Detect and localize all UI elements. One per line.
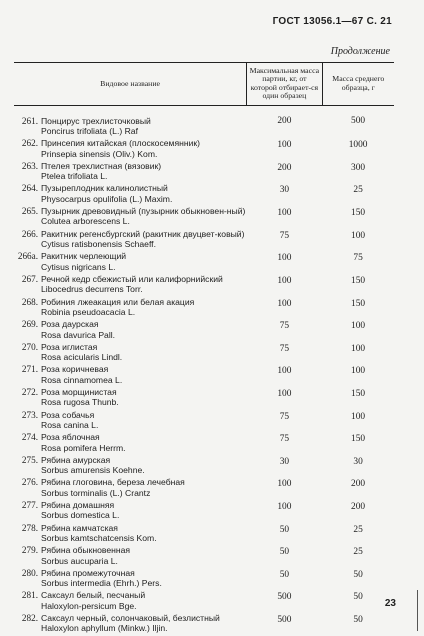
species-latin-name: Poncirus trifoliata (L.) Raf: [41, 126, 138, 137]
species-russian-line: [14, 342, 247, 352]
item-number: 277.: [21, 499, 38, 510]
species-latin-name: Ptelea trifoliata L.: [41, 171, 108, 182]
species-latin-name: Prinsepia sinensis (Oliv.) Kom.: [41, 148, 158, 159]
item-number: 273.: [21, 409, 38, 420]
table-row: [14, 229, 394, 252]
species-russian-name: Речной кедр сбежистый или калифорнийский: [41, 273, 223, 284]
species-russian-line: [14, 364, 247, 374]
table-row: [14, 568, 394, 591]
species-latin-name: Rosa rugosa Thunb.: [41, 397, 119, 408]
species-russian-name: Роза собачья: [41, 409, 95, 420]
species-russian-name: Ракитник черлеющий: [41, 251, 127, 262]
page-number: 23: [384, 598, 396, 609]
species-cell: [14, 477, 247, 500]
table-row: [14, 500, 394, 523]
species-russian-line: [14, 477, 247, 487]
table-row: [14, 523, 394, 546]
species-cell: [14, 432, 247, 455]
item-number: 271.: [21, 364, 38, 375]
species-russian-line: [14, 138, 247, 148]
species-latin-name: Haloxylon-persicum Bge.: [41, 600, 137, 611]
sample-mass: 100: [351, 230, 366, 241]
sample-mass: 300: [351, 162, 366, 173]
species-russian-line: [14, 568, 247, 578]
table-row: [14, 297, 394, 320]
species-cell: [14, 364, 247, 387]
species-russian-name: Пузырник древовидный (пузырник обыкновен-ный): [41, 206, 246, 217]
table-row: [14, 183, 394, 206]
max-batch-mass: 100: [277, 388, 292, 399]
species-latin-name: Cytisus nigricans L.: [41, 261, 116, 272]
species-russian-name: Роза иглистая: [41, 341, 98, 352]
species-cell: [14, 138, 247, 161]
max-batch-mass: 100: [277, 253, 292, 264]
table-row: [14, 161, 394, 184]
table-row: [14, 613, 394, 636]
item-number: 262.: [21, 138, 38, 149]
table-row: [14, 387, 394, 410]
item-number: 261.: [21, 115, 38, 126]
species-latin-name: Rosa canina L.: [41, 419, 99, 430]
table-row: [14, 342, 394, 365]
species-latin-name: Sorbus torminalis (L.) Crantz: [41, 487, 151, 498]
species-cell: [14, 523, 247, 546]
max-batch-mass: 500: [277, 615, 292, 626]
sample-mass: 50: [353, 592, 363, 603]
max-batch-mass: 75: [279, 434, 290, 445]
species-russian-line: [14, 613, 247, 623]
species-russian-line: [14, 545, 247, 555]
sample-mass: 150: [351, 275, 366, 286]
item-number: 282.: [21, 613, 38, 624]
species-latin-name: Rosa pomifera Herrm.: [41, 442, 126, 453]
sample-mass: 75: [353, 253, 363, 264]
max-batch-mass: 50: [279, 569, 290, 580]
item-number: 268.: [21, 296, 38, 307]
max-batch-mass: 100: [277, 366, 292, 377]
species-cell: [14, 183, 247, 206]
species-russian-name: Роза яблочная: [41, 432, 100, 443]
table-header-row: [14, 63, 394, 106]
item-number: 274.: [21, 432, 38, 443]
species-russian-line: [14, 161, 247, 171]
species-russian-line: [14, 297, 247, 307]
col-max-batch-header: Максимальная масса партии, кг, от которой отбирает-ся один образец: [247, 63, 322, 106]
species-russian-name: Саксаул белый, песчаный: [41, 590, 146, 601]
species-russian-line: [14, 455, 247, 465]
species-russian-line: [14, 229, 247, 239]
max-batch-mass: 100: [277, 208, 292, 219]
species-russian-name: Рябина камчатская: [41, 522, 118, 533]
table-row: [14, 138, 394, 161]
sample-mass: 150: [351, 434, 366, 445]
species-russian-name: Рябина обыкновенная: [41, 545, 131, 556]
species-russian-name: Саксаул черный, солончаковый, безлистный: [41, 613, 220, 624]
species-russian-line: [14, 183, 247, 193]
sample-mass: 100: [351, 321, 366, 332]
sample-mass: 100: [351, 411, 366, 422]
species-russian-line: [14, 116, 247, 126]
table-row: [14, 477, 394, 500]
table-row: [14, 319, 394, 342]
sample-mass: 1000: [348, 140, 368, 151]
species-russian-line: [14, 274, 247, 284]
col-species-header: Видовое название: [14, 63, 247, 106]
species-cell: [14, 206, 247, 229]
table-row: [14, 590, 394, 613]
table-row: [14, 274, 394, 297]
continuation-label: Продолжение: [330, 46, 390, 57]
species-russian-name: Понцирус трехлисточковый: [41, 115, 151, 126]
species-latin-name: Sorbus kamtschatcensis Kom.: [41, 533, 157, 543]
species-russian-line: [14, 319, 247, 329]
species-russian-line: [14, 432, 247, 442]
max-batch-mass: 200: [277, 162, 292, 173]
species-russian-name: Рябина амурская: [41, 454, 111, 465]
species-cell: [14, 545, 247, 568]
table-row: [14, 251, 394, 274]
table-body: [14, 105, 394, 636]
max-batch-mass: 30: [279, 456, 290, 467]
species-cell: [14, 319, 247, 342]
species-russian-name: Роза даурская: [41, 319, 99, 330]
species-cell: [14, 387, 247, 410]
table-row: [14, 105, 394, 138]
max-batch-mass: 500: [277, 592, 292, 603]
species-latin-name: Sorbus aucuparia L.: [41, 555, 118, 566]
species-russian-line: [14, 251, 247, 261]
species-russian-name: Пузыреплодник калинолистный: [41, 183, 168, 194]
max-batch-mass: 100: [277, 501, 292, 512]
species-cell: [14, 590, 247, 613]
sample-mass: 50: [353, 615, 363, 626]
species-russian-name: Рябина промежуточная: [41, 567, 135, 578]
species-cell: [14, 410, 247, 433]
item-number: 278.: [21, 522, 38, 533]
item-number: 269.: [21, 319, 38, 330]
sample-mass: 200: [351, 501, 366, 512]
item-number: 280.: [21, 567, 38, 578]
item-number: 281.: [21, 590, 38, 601]
species-latin-name: Rosa davurica Pall.: [41, 329, 116, 340]
species-latin-name: Haloxylon aphyllum (Minkw.) Iljin.: [41, 623, 168, 634]
max-batch-mass: 100: [277, 298, 292, 309]
species-cell: [14, 568, 247, 591]
sample-mass: 150: [351, 388, 366, 399]
sample-mass: 150: [351, 208, 366, 219]
species-cell: [14, 105, 247, 138]
max-batch-mass: 75: [279, 343, 290, 354]
table-row: [14, 432, 394, 455]
species-russian-line: [14, 500, 247, 510]
species-russian-line: [14, 590, 247, 600]
sample-mass: 25: [353, 185, 363, 196]
species-latin-name: Cytisus ratisbonensis Schaeff.: [41, 239, 156, 250]
max-batch-mass: 75: [279, 230, 290, 241]
species-latin-name: Physocarpus opulifolia (L.) Maxim.: [41, 193, 173, 204]
max-batch-mass: 100: [277, 275, 292, 286]
species-russian-line: [14, 410, 247, 420]
species-russian-line: [14, 206, 247, 216]
species-russian-name: Птелея трехлистная (вязовик): [41, 160, 162, 171]
max-batch-mass: 200: [277, 115, 292, 126]
species-russian-name: Рябина глоговина, береза лечебная: [41, 477, 185, 488]
table-row: [14, 410, 394, 433]
table-row: [14, 206, 394, 229]
item-number: 275.: [21, 454, 38, 465]
sample-mass: 500: [351, 115, 366, 126]
item-number: 266а.: [17, 251, 38, 262]
max-batch-mass: 50: [279, 524, 290, 535]
species-cell: [14, 161, 247, 184]
standard-header: ГОСТ 13056.1—67 С. 21: [272, 16, 392, 27]
species-cell: [14, 342, 247, 365]
sample-mass: 150: [351, 298, 366, 309]
species-cell: [14, 229, 247, 252]
max-batch-mass: 30: [279, 185, 290, 196]
item-number: 279.: [21, 545, 38, 556]
species-table: [14, 62, 394, 636]
species-latin-name: Rosa acicularis Lindl.: [41, 352, 123, 363]
col-sample-mass-header: Масса среднего образца, г: [322, 63, 394, 106]
item-number: 267.: [21, 273, 38, 284]
species-latin-name: Sorbus domestica L.: [41, 510, 120, 521]
sample-mass: 30: [353, 456, 363, 467]
species-russian-name: Роза коричневая: [41, 364, 109, 375]
sample-mass: 100: [351, 366, 366, 377]
species-cell: [14, 297, 247, 320]
sample-mass: 200: [351, 479, 366, 490]
species-russian-name: Ракитник регенсбургский (ракитник двуцвет-ковый): [41, 228, 245, 239]
table-row: [14, 455, 394, 478]
species-russian-name: Принсепия китайская (плоскосемянник): [41, 138, 201, 149]
table-row: [14, 364, 394, 387]
table-row: [14, 545, 394, 568]
species-latin-name: Robinia pseudoacacia L.: [41, 306, 136, 317]
item-number: 265.: [21, 206, 38, 217]
max-batch-mass: 75: [279, 411, 290, 422]
species-latin-name: Colutea arborescens L.: [41, 216, 130, 227]
sample-mass: 25: [353, 524, 363, 535]
species-cell: [14, 455, 247, 478]
sample-mass: 100: [351, 343, 366, 354]
scan-edge-line: [417, 590, 418, 631]
species-russian-line: [14, 387, 247, 397]
species-russian-name: Роза морщинистая: [41, 386, 117, 397]
max-batch-mass: 50: [279, 547, 290, 558]
max-batch-mass: 75: [279, 321, 290, 332]
sample-mass: 50: [353, 569, 363, 580]
item-number: 270.: [21, 341, 38, 352]
max-batch-mass: 100: [277, 140, 292, 151]
species-russian-line: [14, 523, 247, 533]
item-number: 264.: [21, 183, 38, 194]
species-russian-name: Робиния лжеакация или белая акация: [41, 296, 195, 307]
sample-mass: 25: [353, 547, 363, 558]
species-cell: [14, 613, 247, 636]
species-latin-name: Rosa cinnamomea L.: [41, 374, 123, 385]
species-russian-name: Рябина домашняя: [41, 499, 115, 510]
item-number: 266.: [21, 228, 38, 239]
species-cell: [14, 251, 247, 274]
species-cell: [14, 500, 247, 523]
species-latin-name: Sorbus amurensis Koehne.: [41, 465, 145, 476]
species-latin-name: Sorbus intermedia (Ehrh.) Pers.: [41, 578, 162, 589]
species-latin-name: Libocedrus decurrens Torr.: [41, 284, 143, 295]
species-cell: [14, 274, 247, 297]
item-number: 276.: [21, 477, 38, 488]
item-number: 263.: [21, 160, 38, 171]
item-number: 272.: [21, 386, 38, 397]
max-batch-mass: 100: [277, 479, 292, 490]
